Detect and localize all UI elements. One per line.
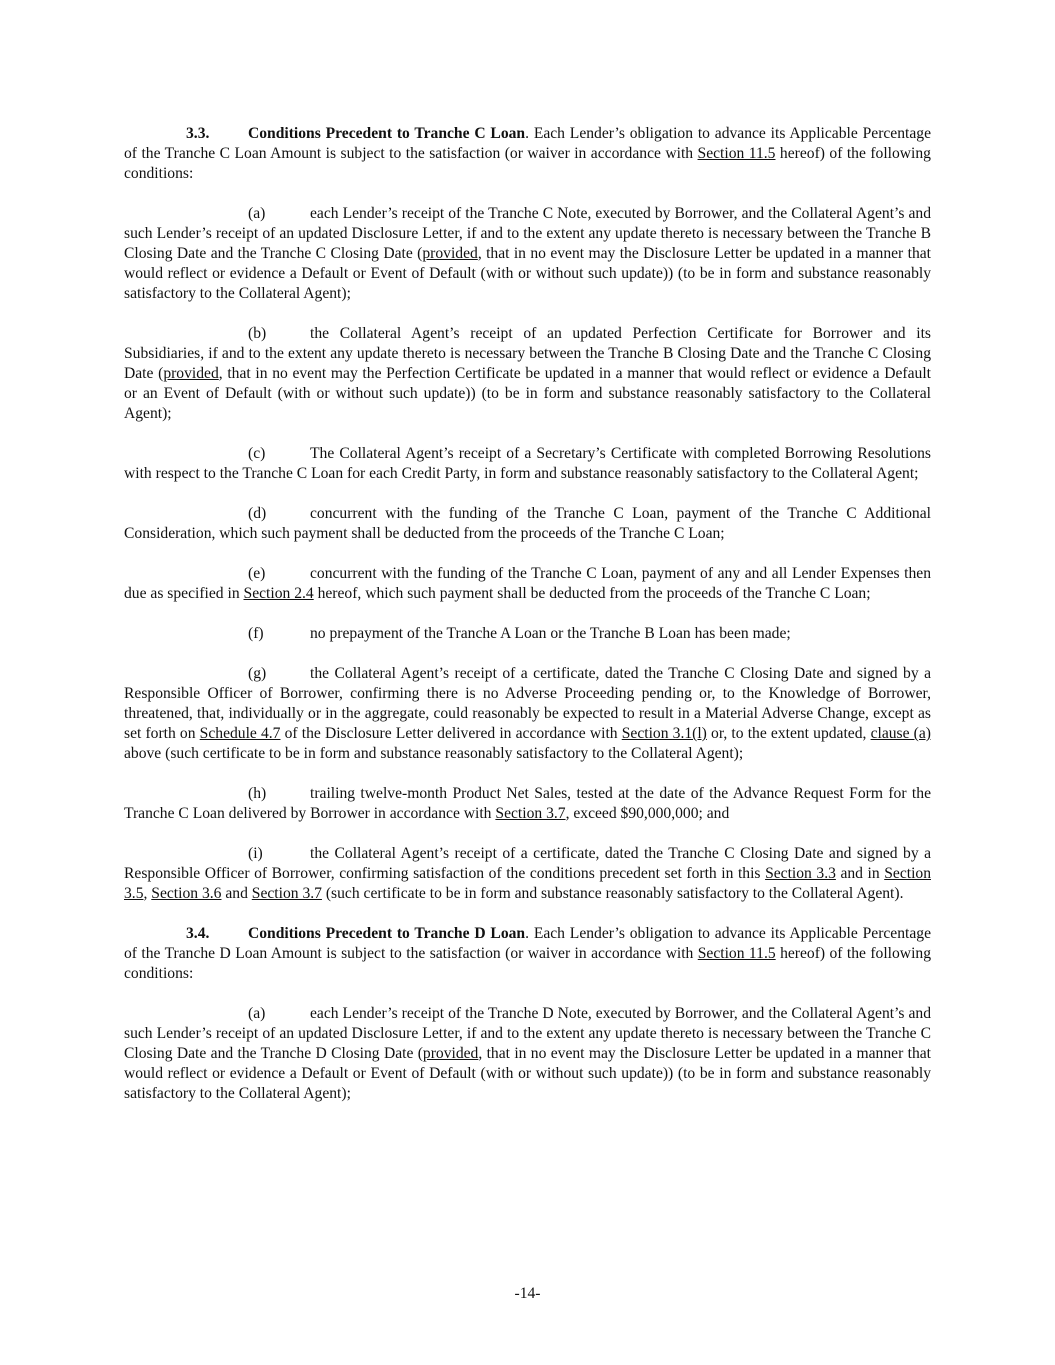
clause-text: , that in no event may the Disclosure Letter be updated in a manner that would reflect or evidence a Default or Event of Default (with or without such update)) (to be in form and substance reasonably satisfactory to the Collateral Agent); [124, 245, 931, 302]
condition-c-d [124, 504, 931, 544]
clause-text: or, to the extent updated, [706, 725, 871, 742]
clause-text: , exceed $90,000,000; and [565, 805, 730, 822]
clause-text: no prepayment of the Tranche A Loan or the Tranche B Loan has been made; [310, 625, 791, 642]
clause-label: (e) [248, 565, 266, 582]
section-number: 3.3. [186, 125, 210, 142]
clause-text: each Lender’s receipt of the Tranche D Note, executed by Borrower, and the Collateral Agent’s and such Lender’s receipt of an updated Disclosure Letter, if and to the extent any update thereto is necessary between the Tranche C Closing Date and the Tranche D Closing Date ( [124, 1005, 931, 1062]
clause-label: (c) [248, 445, 266, 462]
section-heading: Conditions Precedent to Tranche C Loan [248, 125, 526, 142]
section-text: . Each Lender’s obligation to advance its Applicable Percentage of the Tranche D Loan Amount is subject to the satisfaction (or waiver in accordance with [124, 925, 931, 962]
section-ref-link: Section 3.6 [151, 885, 222, 902]
page-number: -14- [514, 1285, 541, 1302]
clause-text: the Collateral Agent’s receipt of an updated Perfection Certificate for Borrower and its Subsidiaries, if and to the extent any update thereto is necessary between the Tranche B Closing Date and the Tranche C Closing Date ( [124, 325, 931, 382]
clause-text: the Collateral Agent’s receipt of a certificate, dated the Tranche C Closing Date and signed by a Responsible Officer of Borrower, confirming satisfaction of the conditions precedent set forth in this [124, 845, 931, 882]
clause-text: , [143, 885, 152, 902]
clause-label: (d) [248, 505, 267, 522]
clause-label: (g) [248, 665, 267, 682]
section-3-3 [124, 124, 931, 184]
section-ref-link: Section 11.5 [697, 945, 776, 962]
clause-label: (h) [248, 785, 267, 802]
clause-label: (i) [248, 845, 263, 862]
document-page [124, 124, 931, 1104]
clause-text: of the Disclosure Letter delivered in accordance with [280, 725, 622, 742]
section-3-4 [124, 924, 931, 984]
clause-text: and in [835, 865, 885, 882]
section-heading: Conditions Precedent to Tranche D Loan [248, 925, 526, 942]
section-ref-link: Section 3.7 [251, 885, 322, 902]
clause-text: concurrent with the funding of the Tranche C Loan, payment of any and all Lender Expenses then due as specified in [124, 565, 931, 602]
clause-label: (a) [248, 1005, 266, 1022]
section-ref-link: Section 3.1(l) [621, 725, 707, 742]
condition-c-a [124, 204, 931, 304]
clause-text: hereof, which such payment shall be deducted from the proceeds of the Tranche C Loan; [313, 585, 871, 602]
clause-label: (a) [248, 205, 266, 222]
underlined-term: provided [163, 365, 219, 382]
condition-c-e [124, 564, 931, 604]
section-ref-link: Section 2.4 [243, 585, 314, 602]
section-ref-link: Section 3.5 [124, 865, 931, 902]
condition-c-f [124, 624, 931, 644]
section-ref-link: Section 3.7 [495, 805, 566, 822]
clause-label: (f) [248, 625, 264, 642]
section-ref-link: Section 3.3 [765, 865, 836, 882]
clause-text: The Collateral Agent’s receipt of a Secretary’s Certificate with completed Borrowing Resolutions with respect to the Tranche C Loan for each Credit Party, in form and substance reasonably satisfactory to the Collateral Agent; [124, 445, 931, 482]
clause-text: and [221, 885, 252, 902]
clause-text: above (such certificate to be in form and substance reasonably satisfactory to the Collateral Agent); [124, 745, 744, 762]
condition-c-h [124, 784, 931, 824]
underlined-term: provided [422, 245, 478, 262]
clause-label: (b) [248, 325, 267, 342]
condition-c-g [124, 664, 931, 764]
section-ref-link: clause (a) [870, 725, 931, 742]
condition-c-c [124, 444, 931, 484]
clause-text: (such certificate to be in form and substance reasonably satisfactory to the Collateral Agent). [321, 885, 904, 902]
section-text: . Each Lender’s obligation to advance its Applicable Percentage of the Tranche C Loan Amount is subject to the satisfaction (or waiver in accordance with [124, 125, 931, 162]
clause-text: , that in no event may the Disclosure Letter be updated in a manner that would reflect or evidence a Default or Event of Default (with or without such update)) (to be in form and substance reasonably satisfactory to the Collateral Agent); [124, 1045, 931, 1102]
clause-text: each Lender’s receipt of the Tranche C Note, executed by Borrower, and the Collateral Agent’s and such Lender’s receipt of an updated Disclosure Letter, if and to the extent any update thereto is necessary between the Tranche B Closing Date and the Tranche C Closing Date ( [124, 205, 931, 262]
section-ref-link: Schedule 4.7 [199, 725, 281, 742]
underlined-term: provided [422, 1045, 479, 1062]
clause-text: , that in no event may the Perfection Certificate be updated in a manner that would reflect or evidence a Default or an Event of Default (with or without such update)) (to be in form and substance reasonably satisfactory to the Collateral Agent); [124, 365, 932, 422]
clause-text: the Collateral Agent’s receipt of a certificate, dated the Tranche C Closing Date and signed by a Responsible Officer of Borrower, confirming there is no Adverse Proceeding pending or, to the Knowledge of Borrower, threatened, that, individually or in the aggregate, could reasonably be expected to result in a Material Adverse Change, except as set forth on [124, 665, 931, 742]
condition-c-i [124, 844, 931, 904]
clause-text: trailing twelve-month Product Net Sales, tested at the date of the Advance Request Form for the Tranche C Loan delivered by Borrower in accordance with [124, 785, 931, 822]
section-text: hereof) of the following conditions: [124, 945, 931, 982]
section-text: hereof) of the following conditions: [124, 145, 931, 182]
condition-d-a [124, 1004, 931, 1104]
section-ref-link: Section 11.5 [697, 145, 776, 162]
condition-c-b [124, 324, 931, 424]
section-number: 3.4. [186, 925, 210, 942]
clause-text: concurrent with the funding of the Tranche C Loan, payment of the Tranche C Additional Consideration, which such payment shall be deducted from the proceeds of the Tranche C Loan; [124, 505, 931, 542]
